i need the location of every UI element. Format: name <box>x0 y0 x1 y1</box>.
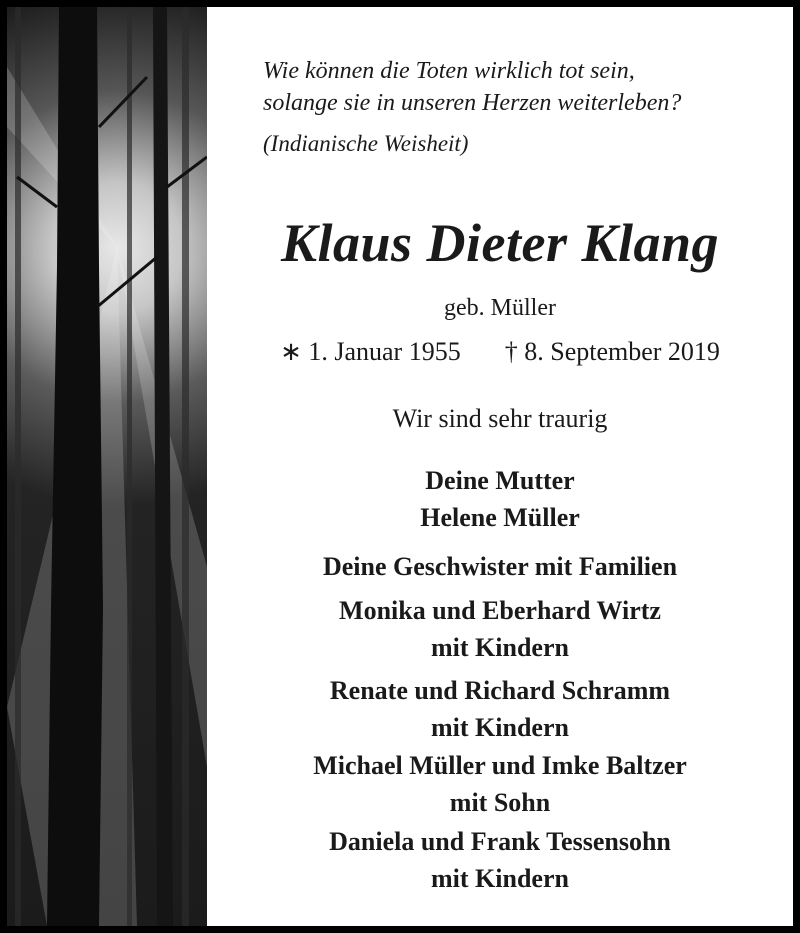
mourner-sibling <box>207 823 793 897</box>
mourner-line: mit Sohn <box>449 788 551 817</box>
mourner-line: Monika und Eberhard Wirtz <box>339 596 661 625</box>
mourner-line: mit Kindern <box>431 633 569 662</box>
mourner-sibling <box>207 747 793 821</box>
mourner-line: Michael Müller und Imke Baltzer <box>313 751 687 780</box>
birth-name: geb. Müller <box>444 295 556 321</box>
mourning-message: Wir sind sehr traurig <box>392 404 608 433</box>
quote-source: (Indianische Weisheit) <box>263 131 469 156</box>
mourner-sibling <box>207 672 793 746</box>
quote-line: solange sie in unseren Herzen weiterleben? <box>263 90 682 116</box>
mourner-line: Renate und Richard Schramm <box>329 676 671 705</box>
obituary-card <box>7 7 793 926</box>
birth-date: ∗ 1. Januar 1955 <box>280 337 461 366</box>
siblings-heading <box>207 548 793 585</box>
mourner-line: Daniela und Frank Tessensohn <box>329 827 671 856</box>
mourner-line: mit Kindern <box>431 713 569 742</box>
mourner-mother <box>207 462 793 536</box>
mourner-line: Helene Müller <box>420 503 580 532</box>
mourner-line: Deine Mutter <box>425 466 575 495</box>
forest-sunbeam-photo <box>7 7 207 926</box>
mourner-line: Deine Geschwister mit Familien <box>322 552 678 581</box>
quote <box>263 55 763 119</box>
quote-line: Wie können die Toten wirklich tot sein, <box>263 58 635 84</box>
death-date: † 8. September 2019 <box>504 337 720 366</box>
life-dates <box>207 337 793 367</box>
obituary-text <box>207 7 793 926</box>
deceased-name: Klaus Dieter Klang <box>280 213 720 273</box>
mourner-sibling <box>207 592 793 666</box>
mourner-line: mit Kindern <box>431 864 569 893</box>
